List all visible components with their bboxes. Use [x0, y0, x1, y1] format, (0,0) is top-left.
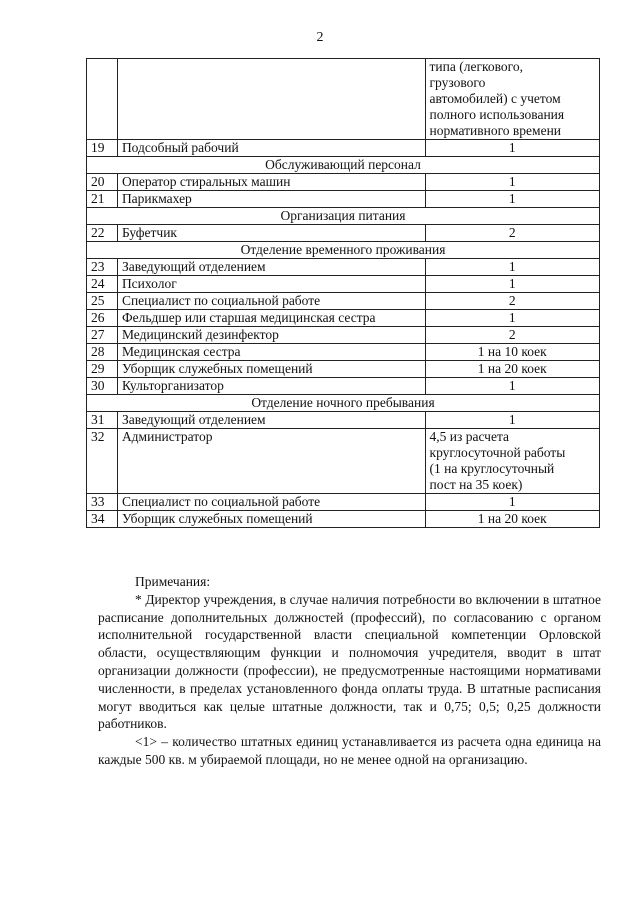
- row-position: Подсобный рабочий: [117, 140, 425, 157]
- quantity-line: грузового: [429, 75, 486, 90]
- table-row: [87, 494, 600, 511]
- section-title: Отделение временного проживания: [87, 242, 600, 259]
- quantity-line: автомобилей) с учетом: [429, 91, 561, 106]
- quantity-line: нормативного времени: [429, 123, 562, 138]
- notes-heading: Примечания:: [135, 574, 211, 589]
- table-row: [87, 259, 600, 276]
- row-position: Оператор стиральных машин: [117, 174, 425, 191]
- row-number: 26: [87, 310, 118, 327]
- row-position: Медицинская сестра: [117, 344, 425, 361]
- row-number: 31: [87, 412, 118, 429]
- row-number: 29: [87, 361, 118, 378]
- row-number: 30: [87, 378, 118, 395]
- row-number: 27: [87, 327, 118, 344]
- row-position: Администратор: [117, 429, 425, 494]
- row-quantity: 1: [425, 310, 599, 327]
- quantity-line: пост на 35 коек): [429, 477, 523, 492]
- section-title: Обслуживающий персонал: [87, 157, 600, 174]
- row-position: Уборщик служебных помещений: [117, 361, 425, 378]
- row-number: 33: [87, 494, 118, 511]
- row-position: Культорганизатор: [117, 378, 425, 395]
- table-row: [87, 511, 600, 528]
- row-quantity: 1 на 20 коек: [425, 361, 599, 378]
- section-header-row: [87, 208, 600, 225]
- notes-section: [98, 573, 601, 769]
- row-quantity: 2: [425, 293, 599, 310]
- note-director: * Директор учреждения, в случае наличия потребности во включении в штатное расписание дополнительных должностей (профессий), по согласованию с органом исполнительной государственной власти специальной компетенции Орловской области, осуществляющим функции и полномочия учредителя, вводит в штат организации должности (профессии), не предусмотренные настоящими нормативами численности, в пределах установленного фонда оплаты труда. В штатные расписания могут вводиться как целые штатные должности, так и 0,75; 0,5; 0,25 должности работников.: [98, 591, 601, 732]
- row-quantity: 1: [425, 174, 599, 191]
- section-header-row: [87, 242, 600, 259]
- row-quantity: 1 на 20 коек: [425, 511, 599, 528]
- page-number: 2: [316, 30, 324, 45]
- table-row: [87, 293, 600, 310]
- quantity-line: типа (легкового,: [429, 59, 523, 74]
- row-quantity: 2: [425, 327, 599, 344]
- table-row: [87, 276, 600, 293]
- row-quantity: 1: [425, 494, 599, 511]
- row-position: Буфетчик: [117, 225, 425, 242]
- quantity-line: полного использования: [429, 107, 565, 122]
- row-position: [117, 59, 425, 140]
- table-row: [87, 344, 600, 361]
- row-position: Заведующий отделением: [117, 412, 425, 429]
- row-quantity: [425, 59, 599, 140]
- row-number: 32: [87, 429, 118, 494]
- table-row: [87, 191, 600, 208]
- table-row: [87, 327, 600, 344]
- section-header-row: [87, 157, 600, 174]
- quantity-line: круглосуточной работы: [429, 445, 566, 460]
- row-quantity: 1: [425, 259, 599, 276]
- row-number: 25: [87, 293, 118, 310]
- row-quantity: 1: [425, 140, 599, 157]
- staffing-table: [86, 58, 600, 528]
- quantity-line: 4,5 из расчета: [429, 429, 509, 444]
- row-number: 21: [87, 191, 118, 208]
- table-row: [87, 310, 600, 327]
- row-position: Специалист по социальной работе: [117, 293, 425, 310]
- row-position: Медицинский дезинфектор: [117, 327, 425, 344]
- note-cleaning-area: <1> – количество штатных единиц устанавливается из расчета одна единица на каждые 500 кв. м убираемой площади, но не менее одной на организацию.: [98, 734, 601, 767]
- row-number: 23: [87, 259, 118, 276]
- table-row: [87, 429, 600, 494]
- row-quantity: 1: [425, 412, 599, 429]
- quantity-line: (1 на круглосуточный: [429, 461, 555, 476]
- section-header-row: [87, 395, 600, 412]
- row-quantity: 1: [425, 276, 599, 293]
- row-number: [87, 59, 118, 140]
- row-position: Психолог: [117, 276, 425, 293]
- row-number: 24: [87, 276, 118, 293]
- row-quantity: 2: [425, 225, 599, 242]
- section-title: Организация питания: [87, 208, 600, 225]
- row-number: 28: [87, 344, 118, 361]
- table-row-continued: [87, 59, 600, 140]
- staffing-table-body: [87, 59, 600, 528]
- section-title: Отделение ночного пребывания: [87, 395, 600, 412]
- row-quantity: 1: [425, 378, 599, 395]
- row-position: Заведующий отделением: [117, 259, 425, 276]
- row-number: 22: [87, 225, 118, 242]
- row-number: 19: [87, 140, 118, 157]
- row-number: 34: [87, 511, 118, 528]
- table-row: [87, 174, 600, 191]
- row-position: Уборщик служебных помещений: [117, 511, 425, 528]
- table-row: [87, 225, 600, 242]
- row-quantity: 1 на 10 коек: [425, 344, 599, 361]
- row-quantity: [425, 429, 599, 494]
- row-position: Фельдшер или старшая медицинская сестра: [117, 310, 425, 327]
- table-row: [87, 378, 600, 395]
- table-row: [87, 412, 600, 429]
- row-number: 20: [87, 174, 118, 191]
- table-row: [87, 140, 600, 157]
- row-quantity: 1: [425, 191, 599, 208]
- row-position: Парикмахер: [117, 191, 425, 208]
- row-position: Специалист по социальной работе: [117, 494, 425, 511]
- table-row: [87, 361, 600, 378]
